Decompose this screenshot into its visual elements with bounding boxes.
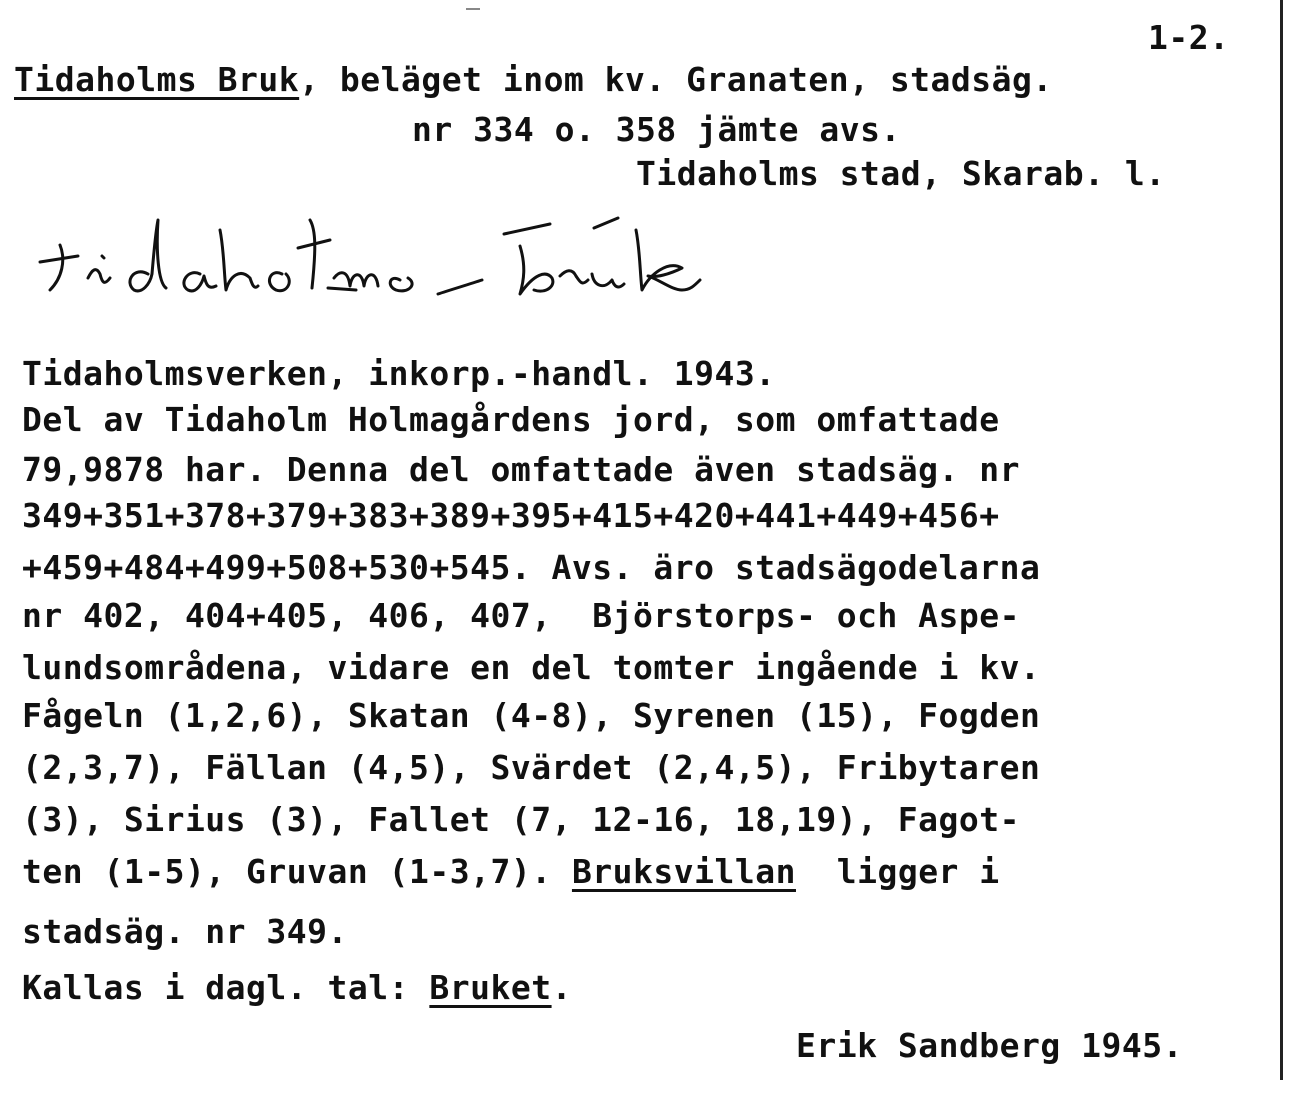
signature: Erik Sandberg 1945. bbox=[796, 1026, 1183, 1065]
bruksvillan-term: Bruksvillan bbox=[571, 852, 796, 891]
body-line-13-start: Kallas i dagl. tal: bbox=[22, 968, 430, 1007]
body-line-11-start: ten (1-5), Gruvan (1-3,7). bbox=[22, 852, 572, 891]
header-line-2: nr 334 o. 358 jämte avs. bbox=[412, 110, 901, 149]
body-line-9: (2,3,7), Fällan (4,5), Svärdet (2,4,5), Fribytaren bbox=[22, 748, 1041, 787]
body-line-12: stadsäg. nr 349. bbox=[22, 912, 348, 951]
body-line-2: Del av Tidaholm Holmagårdens jord, som omfattade bbox=[22, 400, 1000, 439]
header-line-1 bbox=[14, 60, 1053, 100]
body-line-8: Fågeln (1,2,6), Skatan (4-8), Syrenen (15), Fogden bbox=[22, 696, 1041, 735]
body-line-4: 349+351+378+379+383+389+395+415+420+441+449+456+ bbox=[22, 496, 1000, 535]
body-line-1: Tidaholmsverken, inkorp.-handl. 1943. bbox=[22, 354, 776, 393]
body-line-3: 79,9878 har. Denna del omfattade även stadsäg. nr bbox=[22, 450, 1021, 489]
card-edge bbox=[1280, 0, 1283, 1080]
body-line-10: (3), Sirius (3), Fallet (7, 12-16, 18,19), Fagot- bbox=[22, 800, 1021, 839]
body-line-5: +459+484+499+508+530+545. Avs. äro stadsägodelarna bbox=[22, 548, 1041, 587]
body-line-11 bbox=[22, 852, 1000, 892]
header-line-3: Tidaholms stad, Skarab. l. bbox=[636, 154, 1166, 193]
bruket-term: Bruket bbox=[429, 968, 552, 1007]
card-number: 1-2. bbox=[1148, 18, 1230, 57]
scan-speck bbox=[466, 8, 480, 10]
body-line-13-end: . bbox=[551, 968, 572, 1007]
header-line-1-rest: , beläget inom kv. Granaten, stadsäg. bbox=[299, 60, 1053, 99]
handwritten-name bbox=[30, 190, 990, 310]
body-line-7: lundsområdena, vidare en del tomter ingående i kv. bbox=[22, 648, 1041, 687]
body-line-6: nr 402, 404+405, 406, 407, Björstorps- och Aspe- bbox=[22, 596, 1021, 635]
place-name-title: Tidaholms Bruk bbox=[14, 60, 300, 99]
body-line-13 bbox=[22, 968, 572, 1008]
body-line-11-end: ligger i bbox=[795, 852, 1000, 891]
